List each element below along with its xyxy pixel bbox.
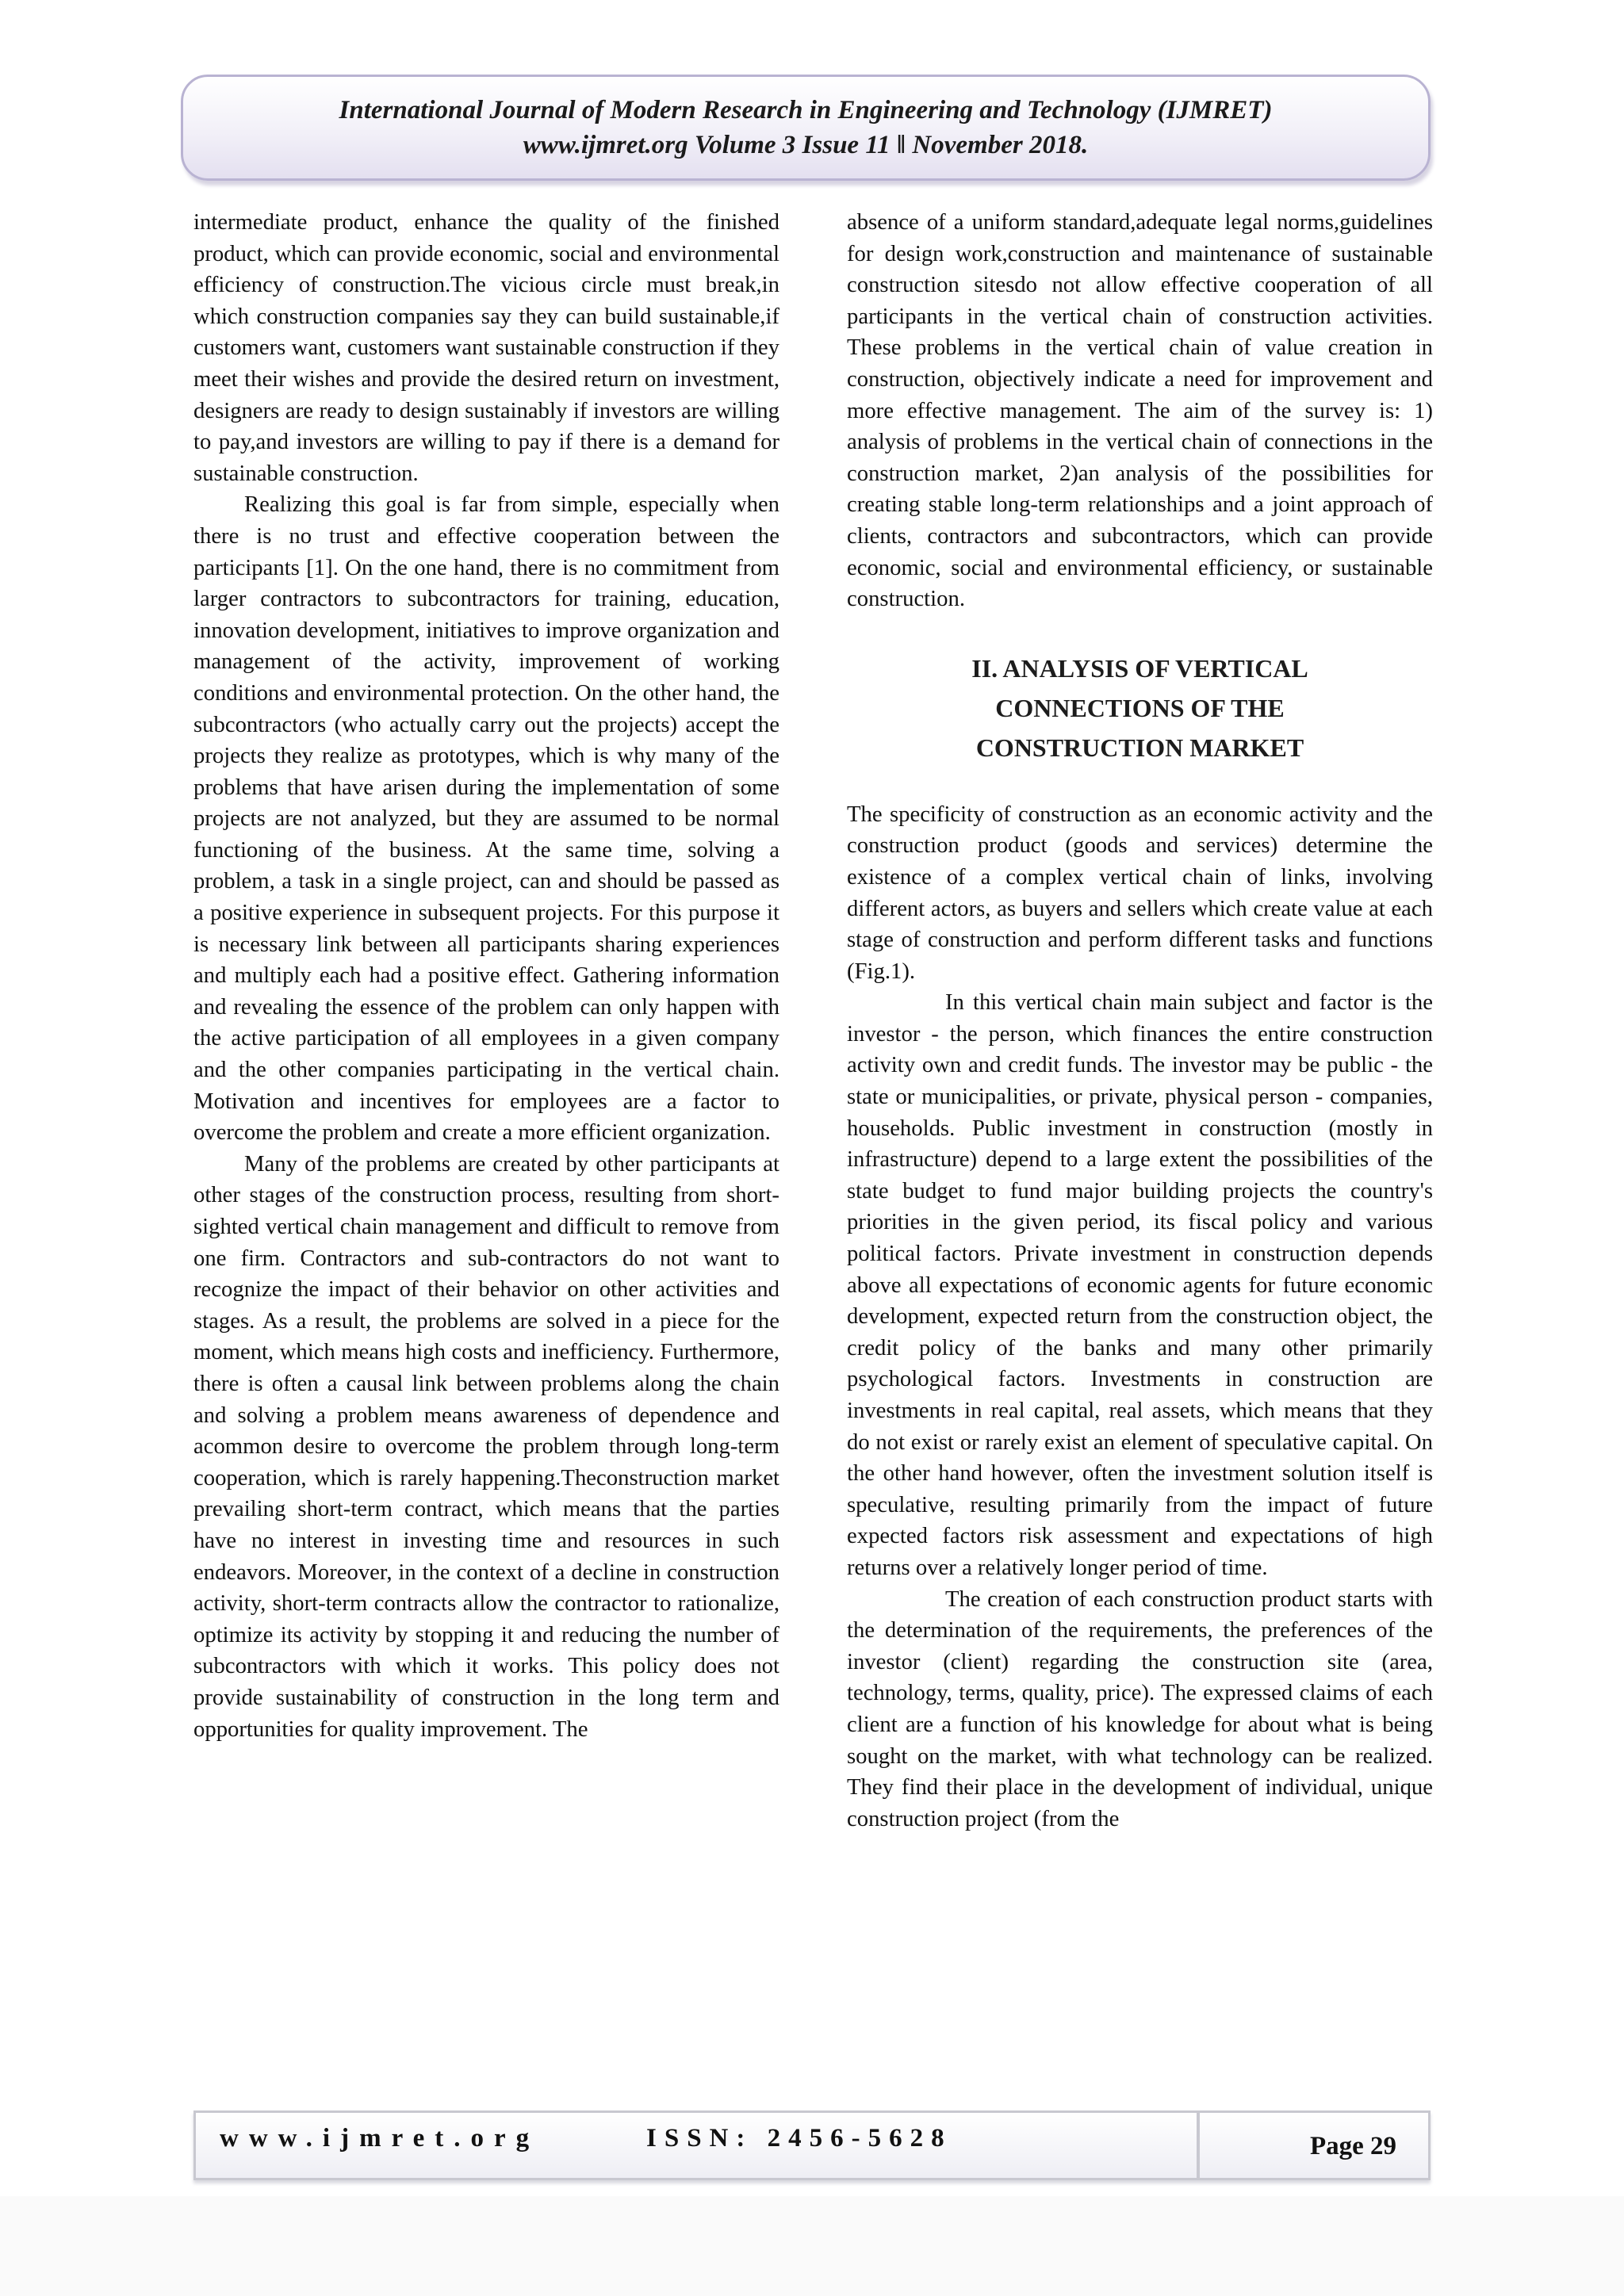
section-heading: [847, 649, 1433, 767]
paragraph: Many of the problems are created by other participants at other stages of the construction process, resulting from short-sighted vertical chain management and difficult to remove from one firm. Contractors and sub-contractors do not want to recognize the impact of their behavior on other activities and stages. As a result, the problems are solved in a piece for the moment, which means high costs and inefficiency. Furthermore, there is often a causal link between problems along the chain and solving a problem means awareness of dependence and acommon desire to overcome the problem through long-term cooperation, which is rarely happening.Theconstruction market prevailing short-term contract, which means that the parties have no interest in investing time and resources in such endeavors. Moreover, in the context of a decline in construction activity, short-term contracts allow the contractor to rationalize, optimize its activity by stopping it and reducing the number of subcontractors with which it works. This policy does not provide sustainability of construction in the long term and opportunities for quality improvement. The: [193, 1150, 779, 1742]
paragraph: The specificity of construction as an economic activity and the construction product (goods and services) determine the existence of a complex vertical chain of links, involving different actors, as buyers and sellers which create value at each stage of construction and perform different tasks and functions (Fig.1).: [847, 801, 1433, 984]
page-bottom-margin: [0, 2196, 1624, 2296]
right-column: [847, 207, 1433, 1835]
left-column: [193, 207, 779, 1745]
paragraph: The creation of each construction product starts with the determination of the requirements, the preferences of the investor (client) regarding the construction site (area, technology, terms, quality, price). The expressed claims of each client are a function of his knowledge for about what is being sought on the market, with what technology can be realized. They find their place in the development of individual, unique construction project (from the: [847, 1586, 1433, 1831]
section-heading-line: II. ANALYSIS OF VERTICAL: [971, 653, 1308, 683]
section-heading-line: CONNECTIONS OF THE: [995, 693, 1285, 722]
footer-divider: [1197, 2113, 1200, 2178]
paragraph: Realizing this goal is far from simple, especially when there is no trust and effective cooperation between the participants [1]. On the one hand, there is no commitment from larger contractors to subcontractors for training, education, innovation development, initiatives to improve organization and management of the activity, improvement of working conditions and environmental protection. On the other hand, the subcontractors (who actually carry out the projects) accept the projects they realize as prototypes, which is why many of the problems that have arisen during the implementation of some projects are not analyzed, but they are assumed to be normal functioning of the business. At the same time, solving a problem, a task in a single project, can and should be passed as a positive experience in subsequent projects. For this purpose it is necessary link between all participants sharing experiences and multiply each had a positive effect. Gathering information and revealing the essence of the problem can only happen with the active participation of all employees in a given company and the other companies participating in the vertical chain. Motivation and incentives for employees are a factor to overcome the problem and create a more efficient organization.: [193, 492, 779, 1146]
journal-title: International Journal of Modern Research in Engineering and Technology (IJMRET): [339, 96, 1273, 124]
paragraph: absence of a uniform standard,adequate legal norms,guidelines for design work,construction and maintenance of sustainable construction sitesdo not allow effective cooperation of all participants in the vertical chain of construction activities. These problems in the vertical chain of value creation in construction, objectively indicate a need for improvement and more effective management. The aim of the survey is: 1) analysis of problems in the vertical chain of connections in the construction market, 2)an analysis of the possibilities for creating stable long-term relationships and a joint approach of clients, contractors and subcontractors, which can provide economic, social and environmental efficiency, or sustainable construction.: [847, 209, 1433, 612]
page-number: Page 29: [1310, 2132, 1397, 2160]
page-footer: [193, 2110, 1431, 2180]
footer-issn: ISSN: 2456-5628: [646, 2124, 952, 2152]
journal-header: [181, 75, 1431, 181]
journal-issue-info: www.ijmret.org Volume 3 Issue 11 ǁ November 2018.: [523, 131, 1089, 159]
footer-website: www.ijmret.org: [220, 2124, 540, 2152]
paragraph: In this vertical chain main subject and factor is the investor - the person, which finances the entire construction activity own and credit funds. The investor may be public - the state or municipalities, or private, physical person - companies, households. Public investment in construction (mostly in infrastructure) depend to a large extent the possibilities of the state budget to fund major building projects the country's priorities in the given period, its fiscal policy and various political factors. Private investment in construction depends above all expectations of economic agents for future economic development, expected return from the construction object, the credit policy of the banks and many other primarily psychological factors. Investments in construction are investments in real capital, real assets, which means that they do not exist or rarely exist an element of speculative capital. On the other hand however, often the investment solution itself is speculative, resulting primarily from the impact of future expected factors risk assessment and expectations of high returns over a relatively longer period of time.: [847, 989, 1433, 1580]
section-heading-line: CONSTRUCTION MARKET: [975, 733, 1304, 762]
paragraph: intermediate product, enhance the quality of the finished product, which can provide economic, social and environmental efficiency of construction.The vicious circle must break,in which construction companies say they can build sustainable,if customers want, customers want sustainable construction if they meet their wishes and provide the desired return on investment, designers are ready to design sustainably if investors are willing to pay,and investors are willing to pay if there is a demand for sustainable construction.: [193, 209, 779, 486]
